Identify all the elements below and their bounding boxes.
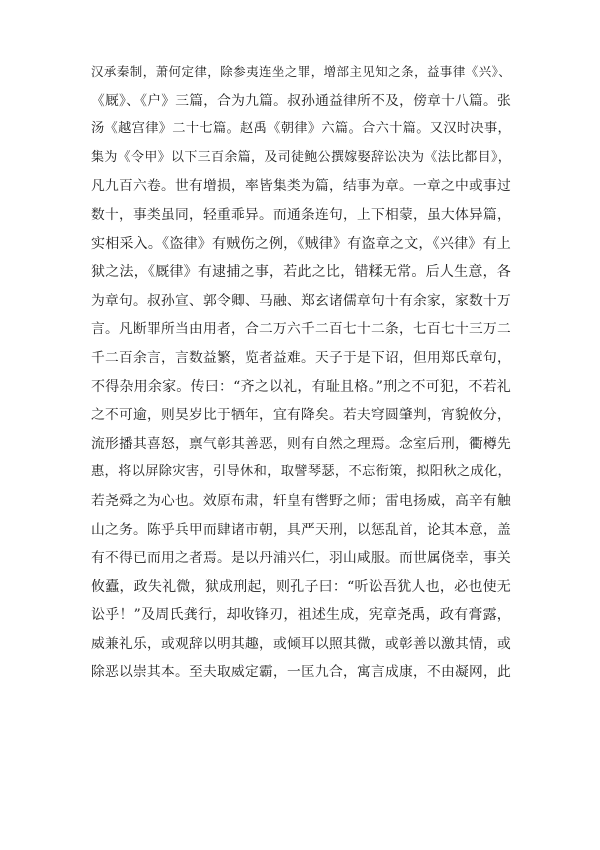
- text-line: 有不得已而用之者焉。是以丹浦兴仁，羽山咸服。而世属侥幸，事关: [91, 550, 511, 567]
- text-line: 狱之法，《厩律》有逮捕之事，若此之比，错糅无常。后人生意，各: [91, 264, 511, 281]
- body-text: [91, 58, 511, 687]
- text-line: 数十，事类虽同，轻重乖异。而通条连句，上下相蒙，虽大体异篇，: [91, 206, 511, 223]
- text-line: 为章句。叔孙宣、郭令卿、马融、郑玄诸儒章句十有余家，家数十万: [91, 292, 511, 309]
- text-line: 山之务。陈乎兵甲而肆诸市朝，具严天刑，以惩乱首，论其本意，盖: [91, 521, 511, 538]
- text-line: 除恶以崇其本。至夫取威定霸，一匡九合，寓言成康，不由凝网，此: [91, 664, 511, 681]
- text-line: 汤《越宫律》二十七篇。赵禹《朝律》六篇。合六十篇。又汉时决事，: [91, 121, 511, 137]
- text-line: 之不可逾，则昊岁比于牺年，宜有降矣。若夫穹圆肇判，宵貌攸分，: [91, 407, 511, 424]
- text-line: 惠，将以屏除灾害，引导休和，取譬琴瑟，不忘衔策，拟阳秋之成化，: [91, 464, 511, 480]
- text-line: 集为《令甲》以下三百余篇，及司徒鲍公撰嫁娶辞讼决为《法比都目》，: [91, 149, 511, 165]
- text-line: 攸蠹，政失礼微，狱成刑起，则孔子曰：“听讼吾犹人也，必也使无: [91, 578, 511, 595]
- text-line: 威兼礼乐，或观辞以明其趣，或倾耳以照其微，或彰善以激其情，或: [91, 635, 511, 652]
- text-line: 言。凡断罪所当由用者，合二万六千二百七十二条，七百七十三万二: [91, 321, 511, 338]
- text-line: 千二百余言，言数益繁，览者益难。天子于是下诏，但用郑氏章句，: [91, 349, 511, 366]
- text-line: 不得杂用余家。传曰：“齐之以礼，有耻且格。”刑之不可犯，不若礼: [91, 378, 511, 395]
- text-line: 流形播其喜怒，禀气彰其善恶，则有自然之理焉。念室后刑，衢樽先: [91, 435, 511, 452]
- text-line: 讼乎！”及周氏龚行，却收锋刃，祖述生成，宪章尧禹，政有膏露，: [91, 607, 511, 624]
- text-line: 《厩》、《户》三篇，合为九篇。叔孙通益律所不及，傍章十八篇。张: [91, 92, 511, 109]
- text-line: 实相采入。《盗律》有贼伤之例，《贼律》有盗章之文，《兴律》有上: [91, 235, 511, 252]
- text-line: 凡九百六卷。世有增损，率皆集类为篇，结事为章。一章之中或事过: [91, 178, 511, 195]
- text-line: 汉承秦制，萧何定律，除参夷连坐之罪，增部主见知之条，益事律《兴》、: [91, 64, 511, 79]
- text-line: 若尧舜之为心也。效原布肃，轩皇有辔野之师；雷电扬威，高辛有触: [91, 492, 511, 509]
